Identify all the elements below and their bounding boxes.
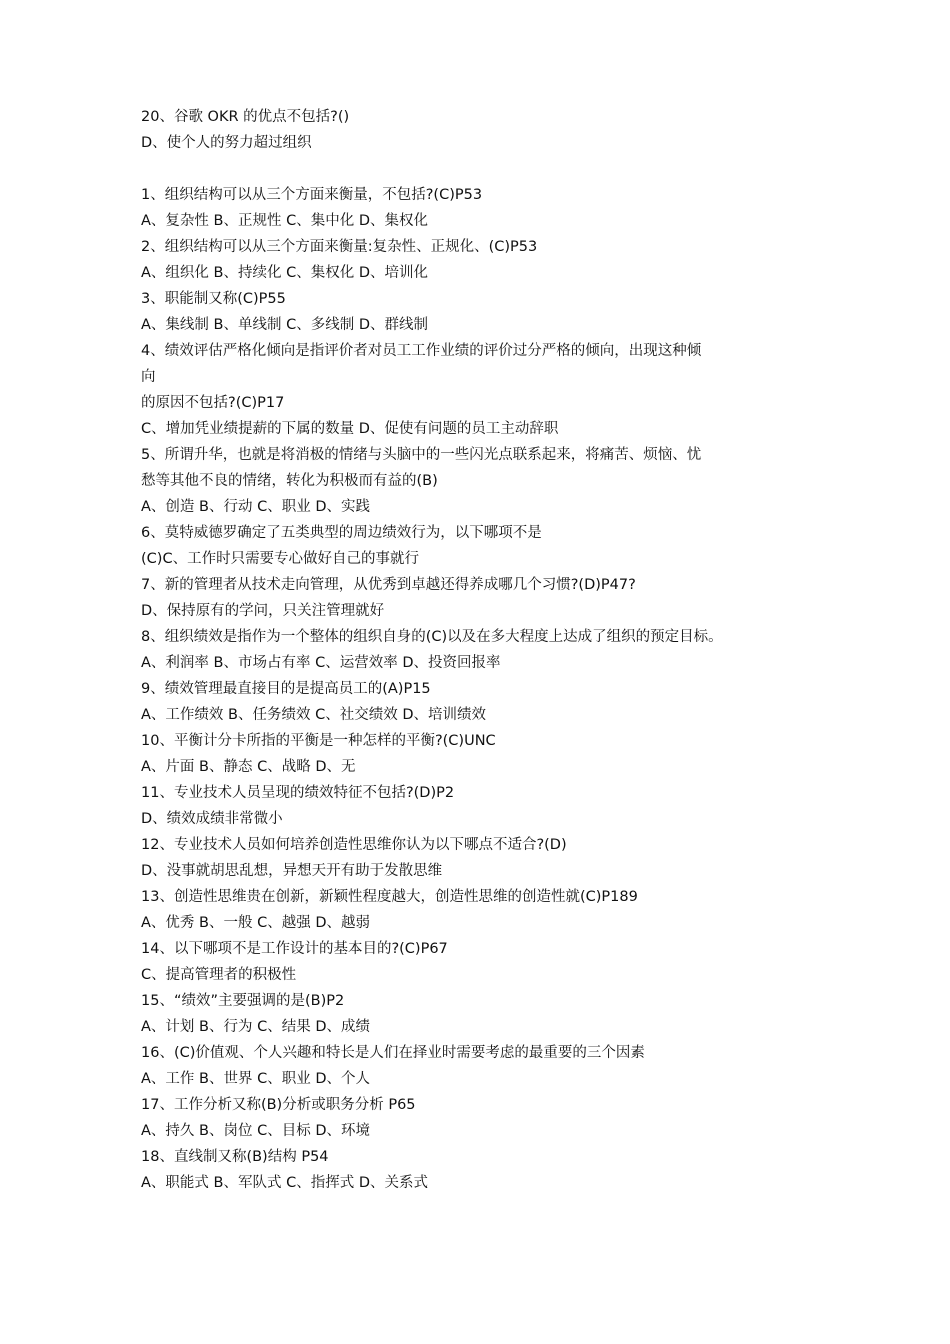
- question-line: 3、职能制又称(C)P55: [141, 291, 286, 307]
- question-line: 11、专业技术人员呈现的绩效特征不包括?(D)P2: [141, 785, 455, 801]
- question-line: 14、以下哪项不是工作设计的基本目的?(C)P67: [141, 941, 448, 957]
- paragraph-gap: [141, 156, 821, 182]
- question-line: 8、组织绩效是指作为一个整体的组织自身的(C)以及在多大程度上达成了组织的预定目标。: [141, 629, 723, 645]
- question-line: 4、绩效评估严格化倾向是指评价者对员工工作业绩的评价过分严格的倾向，出现这种倾: [141, 343, 702, 359]
- question-line: 向: [141, 369, 156, 385]
- question-line: 9、绩效管理最直接目的是提高员工的(A)P15: [141, 681, 431, 697]
- answer-line: A、组织化 B、持续化 C、集权化 D、培训化: [141, 265, 428, 281]
- question-line: 20、谷歌 OKR 的优点不包括?(): [141, 109, 350, 125]
- question-line: 1、组织结构可以从三个方面来衡量，不包括?(C)P53: [141, 187, 483, 203]
- question-line: 7、新的管理者从技术走向管理，从优秀到卓越还得养成哪几个习惯?(D)P47?: [141, 577, 636, 593]
- question-line: 5、所谓升华，也就是将消极的情绪与头脑中的一些闪光点联系起来，将痛苦、烦恼、忧: [141, 447, 702, 463]
- answer-line: A、职能式 B、军队式 C、指挥式 D、关系式: [141, 1175, 428, 1191]
- question-line: 16、(C)价值观、个人兴趣和特长是人们在择业时需要考虑的最重要的三个因素: [141, 1045, 645, 1061]
- answer-line: A、集线制 B、单线制 C、多线制 D、群线制: [141, 317, 428, 333]
- question-line: 的原因不包括?(C)P17: [141, 395, 285, 411]
- answer-line: A、片面 B、静态 C、战略 D、无: [141, 759, 356, 775]
- question-line: 13、创造性思维贵在创新，新颖性程度越大，创造性思维的创造性就(C)P189: [141, 889, 638, 905]
- question-line: 18、直线制又称(B)结构 P54: [141, 1149, 329, 1165]
- answer-line: A、持久 B、岗位 C、目标 D、环境: [141, 1123, 370, 1139]
- answer-line: A、工作 B、世界 C、职业 D、个人: [141, 1071, 370, 1087]
- answer-line: A、工作绩效 B、任务绩效 C、社交绩效 D、培训绩效: [141, 707, 486, 723]
- answer-line: D、保持原有的学问，只关注管理就好: [141, 603, 385, 619]
- answer-line: A、复杂性 B、正规性 C、集中化 D、集权化: [141, 213, 428, 229]
- question-line: 12、专业技术人员如何培养创造性思维你认为以下哪点不适合?(D): [141, 837, 567, 853]
- question-line: 2、组织结构可以从三个方面来衡量:复杂性、正规化、(C)P53: [141, 239, 538, 255]
- answer-line: D、绩效成绩非常微小: [141, 811, 283, 827]
- answer-line: A、计划 B、行为 C、结果 D、成绩: [141, 1019, 370, 1035]
- answer-line: C、增加凭业绩提薪的下属的数量 D、促使有问题的员工主动辞职: [141, 421, 559, 437]
- answer-line: D、没事就胡思乱想，异想天开有助于发散思维: [141, 863, 443, 879]
- answer-line: A、优秀 B、一般 C、越强 D、越弱: [141, 915, 370, 931]
- question-line: 10、平衡计分卡所指的平衡是一种怎样的平衡?(C)UNC: [141, 733, 496, 749]
- answer-line: D、使个人的努力超过组织: [141, 135, 312, 151]
- document-text: [141, 104, 821, 1196]
- answer-line: A、利润率 B、市场占有率 C、运营效率 D、投资回报率: [141, 655, 501, 671]
- question-line: 17、工作分析又称(B)分析或职务分析 P65: [141, 1097, 416, 1113]
- question-line: 6、莫特威德罗确定了五类典型的周边绩效行为，以下哪项不是: [141, 525, 542, 541]
- question-line: 愁等其他不良的情绪，转化为积极而有益的(B): [141, 473, 438, 489]
- answer-line: C、提高管理者的积极性: [141, 967, 297, 983]
- answer-line: A、创造 B、行动 C、职业 D、实践: [141, 499, 370, 515]
- question-line: 15、“绩效”主要强调的是(B)P2: [141, 993, 345, 1009]
- answer-line: (C)C、工作时只需要专心做好自己的事就行: [141, 551, 420, 567]
